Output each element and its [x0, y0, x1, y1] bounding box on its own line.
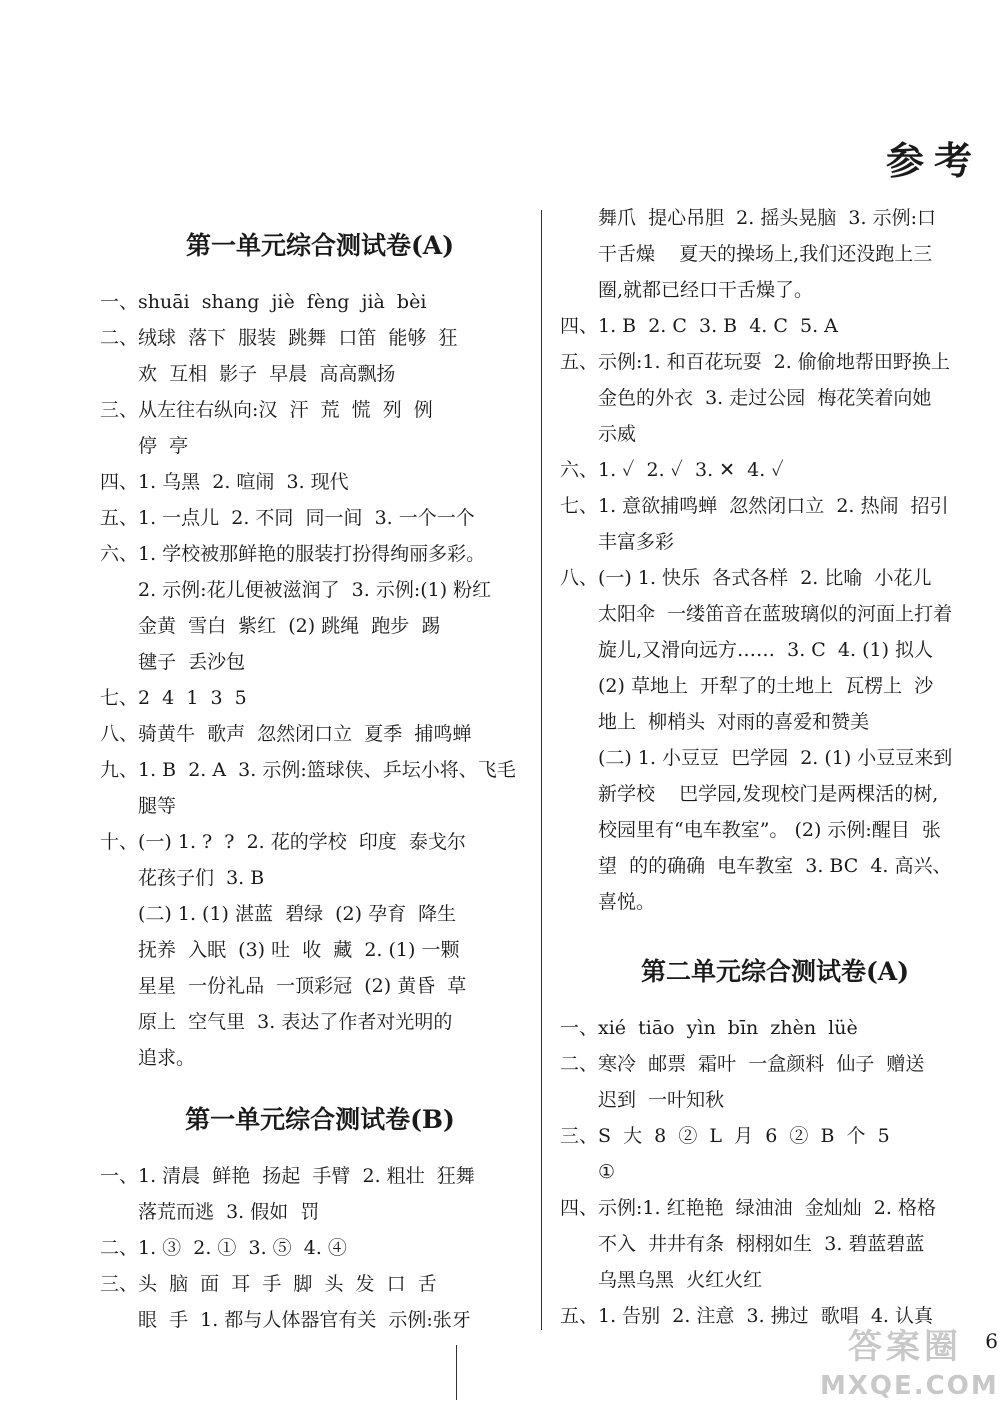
answer-line: 六、1. 学校被那鲜艳的服装打扮得绚丽多彩。	[100, 543, 486, 565]
column-divider	[541, 210, 542, 1330]
answer-line: 八、(一) 1. 快乐 各式各样 2. 比喻 小花儿	[560, 567, 932, 589]
answer-line: 毽子 丢沙包	[138, 651, 246, 673]
page-number: 6	[985, 1329, 998, 1353]
answer-line: 腿等	[138, 795, 177, 817]
answer-line: 三、从左往右纵向:汉 汗 荒 慌 列 例	[100, 399, 433, 421]
answer-line: 望 的的确确 电车教室 3. BC 4. 高兴、	[598, 855, 952, 877]
answer-line: 五、1. 告别 2. 注意 3. 拂过 歌唱 4. 认真	[560, 1305, 933, 1327]
answer-line: (二) 1. (1) 湛蓝 碧绿 (2) 孕育 降生	[138, 903, 457, 925]
answer-line: 一、1. 清晨 鲜艳 扬起 手臂 2. 粗壮 狂舞	[100, 1165, 475, 1187]
answer-line: 圈,就都已经口干舌燥了。	[598, 279, 814, 301]
unit2-a-answers	[560, 1010, 990, 1334]
page-header-title: 参考	[885, 138, 982, 183]
answer-line: 太阳伞 一缕笛音在蓝玻璃似的河面上打着	[598, 603, 953, 625]
answer-line: 花孩子们 3. B	[138, 867, 265, 889]
answer-line: 示威	[598, 423, 637, 445]
answer-line: 乌黑乌黑 火红火红	[598, 1269, 763, 1291]
answer-line: 2. 示例:花儿便被滋润了 3. 示例:(1) 粉红	[138, 579, 492, 601]
answer-line: 四、示例:1. 红艳艳 绿油油 金灿灿 2. 格格	[560, 1197, 936, 1219]
answer-line: 九、1. B 2. A 3. 示例:篮球侠、乒坛小将、飞毛	[100, 759, 516, 781]
answer-line: 六、1. ✓ 2. ✓ 3. ✕ 4. ✓	[560, 459, 784, 481]
section-heading-unit2-a: 第二单元综合测试卷(A)	[640, 957, 910, 986]
answer-line: 四、1. 乌黑 2. 喧闹 3. 现代	[100, 471, 349, 493]
answer-line: 干舌燥 夏天的操场上,我们还没跑上三	[598, 243, 933, 265]
answer-line: 五、1. 一点儿 2. 不同 同一间 3. 一个一个	[100, 507, 475, 529]
answer-line: 校园里有“电车教室”。 (2) 示例:醒目 张	[598, 819, 941, 841]
watermark-url: MXQE.COM	[820, 1371, 999, 1401]
answer-line: 地上 柳梢头 对雨的喜爱和赞美	[598, 711, 870, 733]
answer-line: 旋儿,又滑向远方…… 3. C 4. (1) 拟人	[598, 639, 934, 661]
answer-line: 停 亭	[138, 435, 189, 457]
answer-line: 二、1. ③ 2. ① 3. ⑤ 4. ④	[100, 1237, 347, 1259]
answer-line: 抚养 入眠 (3) 吐 收 藏 2. (1) 一颗	[138, 939, 460, 961]
answer-line: 一、shuāi shang jiè fèng jià bèi	[100, 291, 427, 313]
answer-line: 四、1. B 2. C 3. B 4. C 5. A	[560, 315, 838, 337]
answer-line: 落荒而逃 3. 假如 罚	[138, 1201, 320, 1223]
answer-line: 五、示例:1. 和百花玩耍 2. 偷偷地帮田野换上	[560, 351, 950, 373]
answer-line: 追求。	[138, 1047, 196, 1069]
answer-line: 三、头 脑 面 耳 手 脚 头 发 口 舌	[100, 1273, 437, 1295]
unit1-a-answers	[100, 284, 540, 1076]
answer-line: 七、2 4 1 3 5	[100, 687, 247, 709]
answer-line: 金色的外衣 3. 走过公园 梅花笑着向她	[598, 387, 932, 409]
answer-line: 新学校 巴学园,发现校门是两棵活的树,	[598, 783, 939, 805]
answer-line: 八、骑黄牛 歌声 忽然闭口立 夏季 捕鸣蝉	[100, 723, 472, 745]
answer-line: (2) 草地上 开犁了的土地上 瓦楞上 沙	[598, 675, 934, 697]
answer-line: 三、S 大 8 ② L 月 6 ② B 个 5	[560, 1125, 890, 1147]
answer-line: 星星 一份礼品 一顶彩冠 (2) 黄昏 草	[138, 975, 467, 997]
watermark-logo: 答案圈	[848, 1327, 962, 1367]
answer-line: 不入 井井有条 栩栩如生 3. 碧蓝碧蓝	[598, 1233, 925, 1255]
answer-line: 舞爪 提心吊胆 2. 摇头晃脑 3. 示例:口	[598, 207, 936, 229]
watermark	[820, 1325, 999, 1410]
answer-line: 二、寒冷 邮票 霜叶 一盒颜料 仙子 赠送	[560, 1053, 925, 1075]
answer-line: 欢 互相 影子 早晨 高高飘扬	[138, 363, 396, 385]
answer-line: 丰富多彩	[598, 531, 675, 553]
section-heading-unit1-b: 第一单元综合测试卷(B)	[185, 1105, 455, 1134]
answer-line: 七、1. 意欲捕鸣蝉 忽然闭口立 2. 热闹 招引	[560, 495, 949, 517]
left-column	[100, 200, 540, 1338]
answer-line: 二、绒球 落下 服装 跳舞 口笛 能够 狂	[100, 327, 458, 349]
answer-line: 十、(一) 1. ? ? 2. 花的学校 印度 泰戈尔	[100, 831, 466, 853]
unit1-b-answers	[100, 1158, 540, 1338]
answer-line: (二) 1. 小豆豆 巴学园 2. (1) 小豆豆来到	[598, 747, 953, 769]
answer-line: ①	[598, 1161, 616, 1183]
answer-line: 一、xié tiāo yìn bīn zhèn lüè	[560, 1017, 858, 1039]
answer-line: 喜悦。	[598, 891, 656, 913]
answer-line: 金黄 雪白 紫红 (2) 跳绳 跑步 踢	[138, 615, 441, 637]
answer-line: 原上 空气里 3. 表达了作者对光明的	[138, 1011, 453, 1033]
answer-line: 眼 手 1. 都与人体器官有关 示例:张牙	[138, 1309, 471, 1331]
right-column	[560, 200, 990, 1334]
binding-gutter-mark	[456, 1345, 457, 1400]
answer-line: 迟到 一叶知秋	[598, 1089, 725, 1111]
unit1-b-answers-continued	[560, 200, 990, 920]
section-heading-unit1-a: 第一单元综合测试卷(A)	[185, 231, 455, 260]
